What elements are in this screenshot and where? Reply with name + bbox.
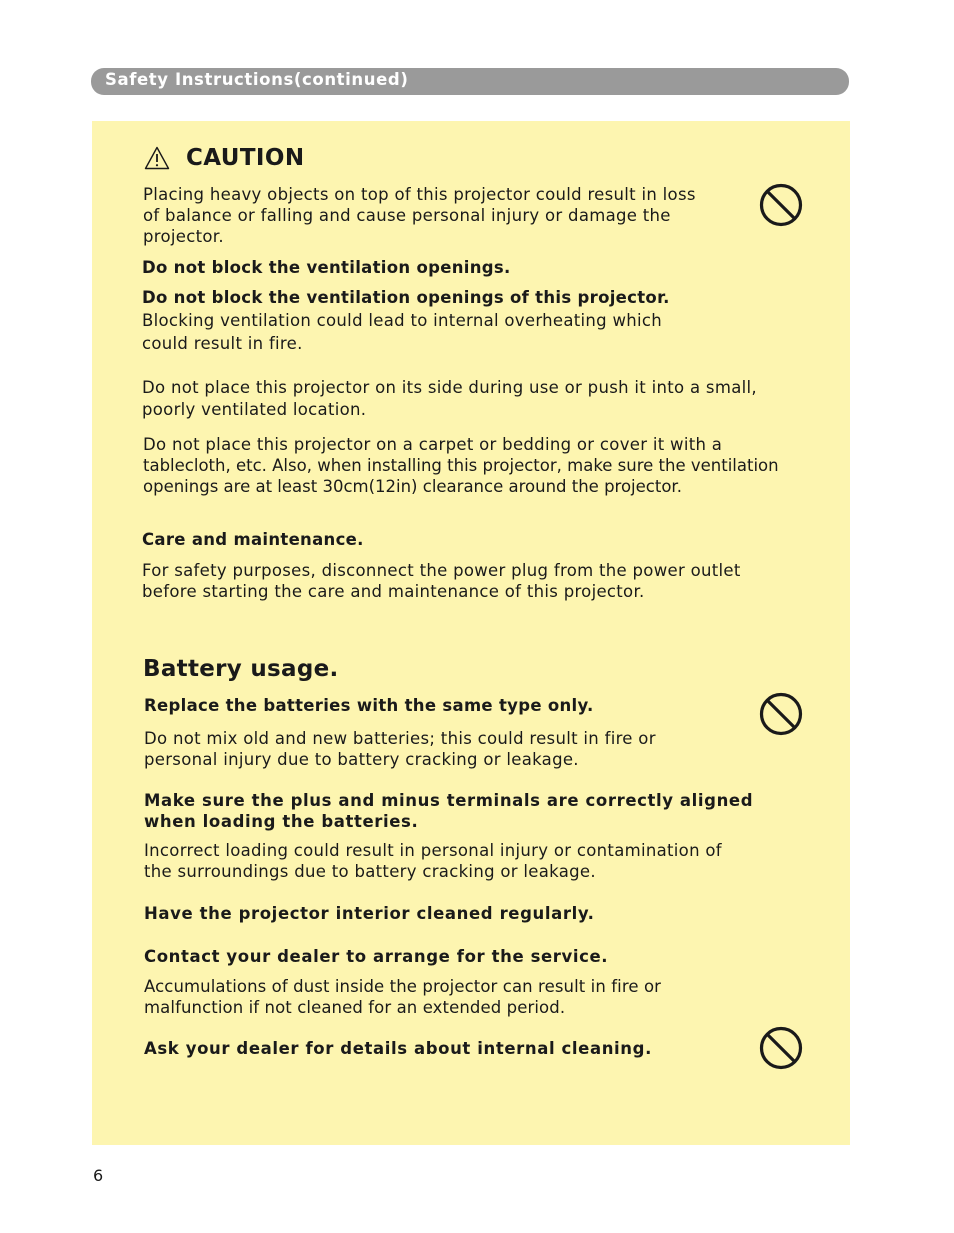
carpet-text-line-1: Do not place this projector on a carpet or bedding or cover it with a — [143, 435, 723, 454]
heavy-objects-line-1: Placing heavy objects on top of this projector could result in loss — [143, 185, 696, 204]
ventilation-text-line-2: could result in fire. — [142, 334, 303, 353]
replace-heading: Replace the batteries with the same type only. — [144, 696, 594, 715]
side-text-line-2: poorly ventilated location. — [142, 400, 367, 419]
prohibition-icon — [758, 691, 804, 737]
replace-text-line-1: Do not mix old and new batteries; this could result in fire or — [144, 729, 656, 748]
prohibition-icon — [758, 182, 804, 228]
terminals-text-line-2: the surroundings due to battery cracking or leakage. — [144, 862, 596, 881]
caution-label: CAUTION — [186, 145, 305, 171]
dust-text-line-1: Accumulations of dust inside the projector can result in fire or — [144, 977, 662, 996]
ventilation-heading: Do not block the ventilation openings. — [142, 258, 511, 277]
care-heading: Care and maintenance. — [142, 530, 364, 549]
dealer-heading: Contact your dealer to arrange for the service. — [144, 947, 609, 966]
interior-heading: Have the projector interior cleaned regularly. — [144, 904, 595, 923]
page-number: 6 — [93, 1166, 104, 1185]
heavy-objects-line-3: projector. — [143, 227, 224, 246]
ask-heading: Ask your dealer for details about internal cleaning. — [144, 1039, 652, 1058]
carpet-text-line-2: tablecloth, etc. Also, when installing this projector, make sure the ventilation — [143, 456, 779, 475]
care-text-line-2: before starting the care and maintenance of this projector. — [142, 582, 645, 601]
dust-text-line-2: malfunction if not cleaned for an extended period. — [144, 998, 566, 1017]
heavy-objects-line-2: of balance or falling and cause personal injury or damage the — [143, 206, 671, 225]
warning-triangle-icon — [144, 146, 170, 170]
ventilation-subheading: Do not block the ventilation openings of this projector. — [142, 288, 670, 307]
terminals-text-line-1: Incorrect loading could result in personal injury or contamination of — [144, 841, 722, 860]
prohibition-icon — [758, 1025, 804, 1071]
header-title: Safety Instructions(continued) — [105, 70, 409, 89]
care-text-line-1: For safety purposes, disconnect the power plug from the power outlet — [142, 561, 741, 580]
header-bar — [91, 68, 849, 95]
replace-text-line-2: personal injury due to battery cracking or leakage. — [144, 750, 579, 769]
ventilation-text-line-1: Blocking ventilation could lead to internal overheating which — [142, 311, 663, 330]
terminals-heading-line-2: when loading the batteries. — [144, 812, 419, 831]
terminals-heading-line-1: Make sure the plus and minus terminals are correctly aligned — [144, 791, 754, 810]
battery-title: Battery usage. — [143, 656, 339, 682]
carpet-text-line-3: openings are at least 30cm(12in) clearance around the projector. — [143, 477, 682, 496]
side-text-line-1: Do not place this projector on its side during use or push it into a small, — [142, 378, 757, 397]
